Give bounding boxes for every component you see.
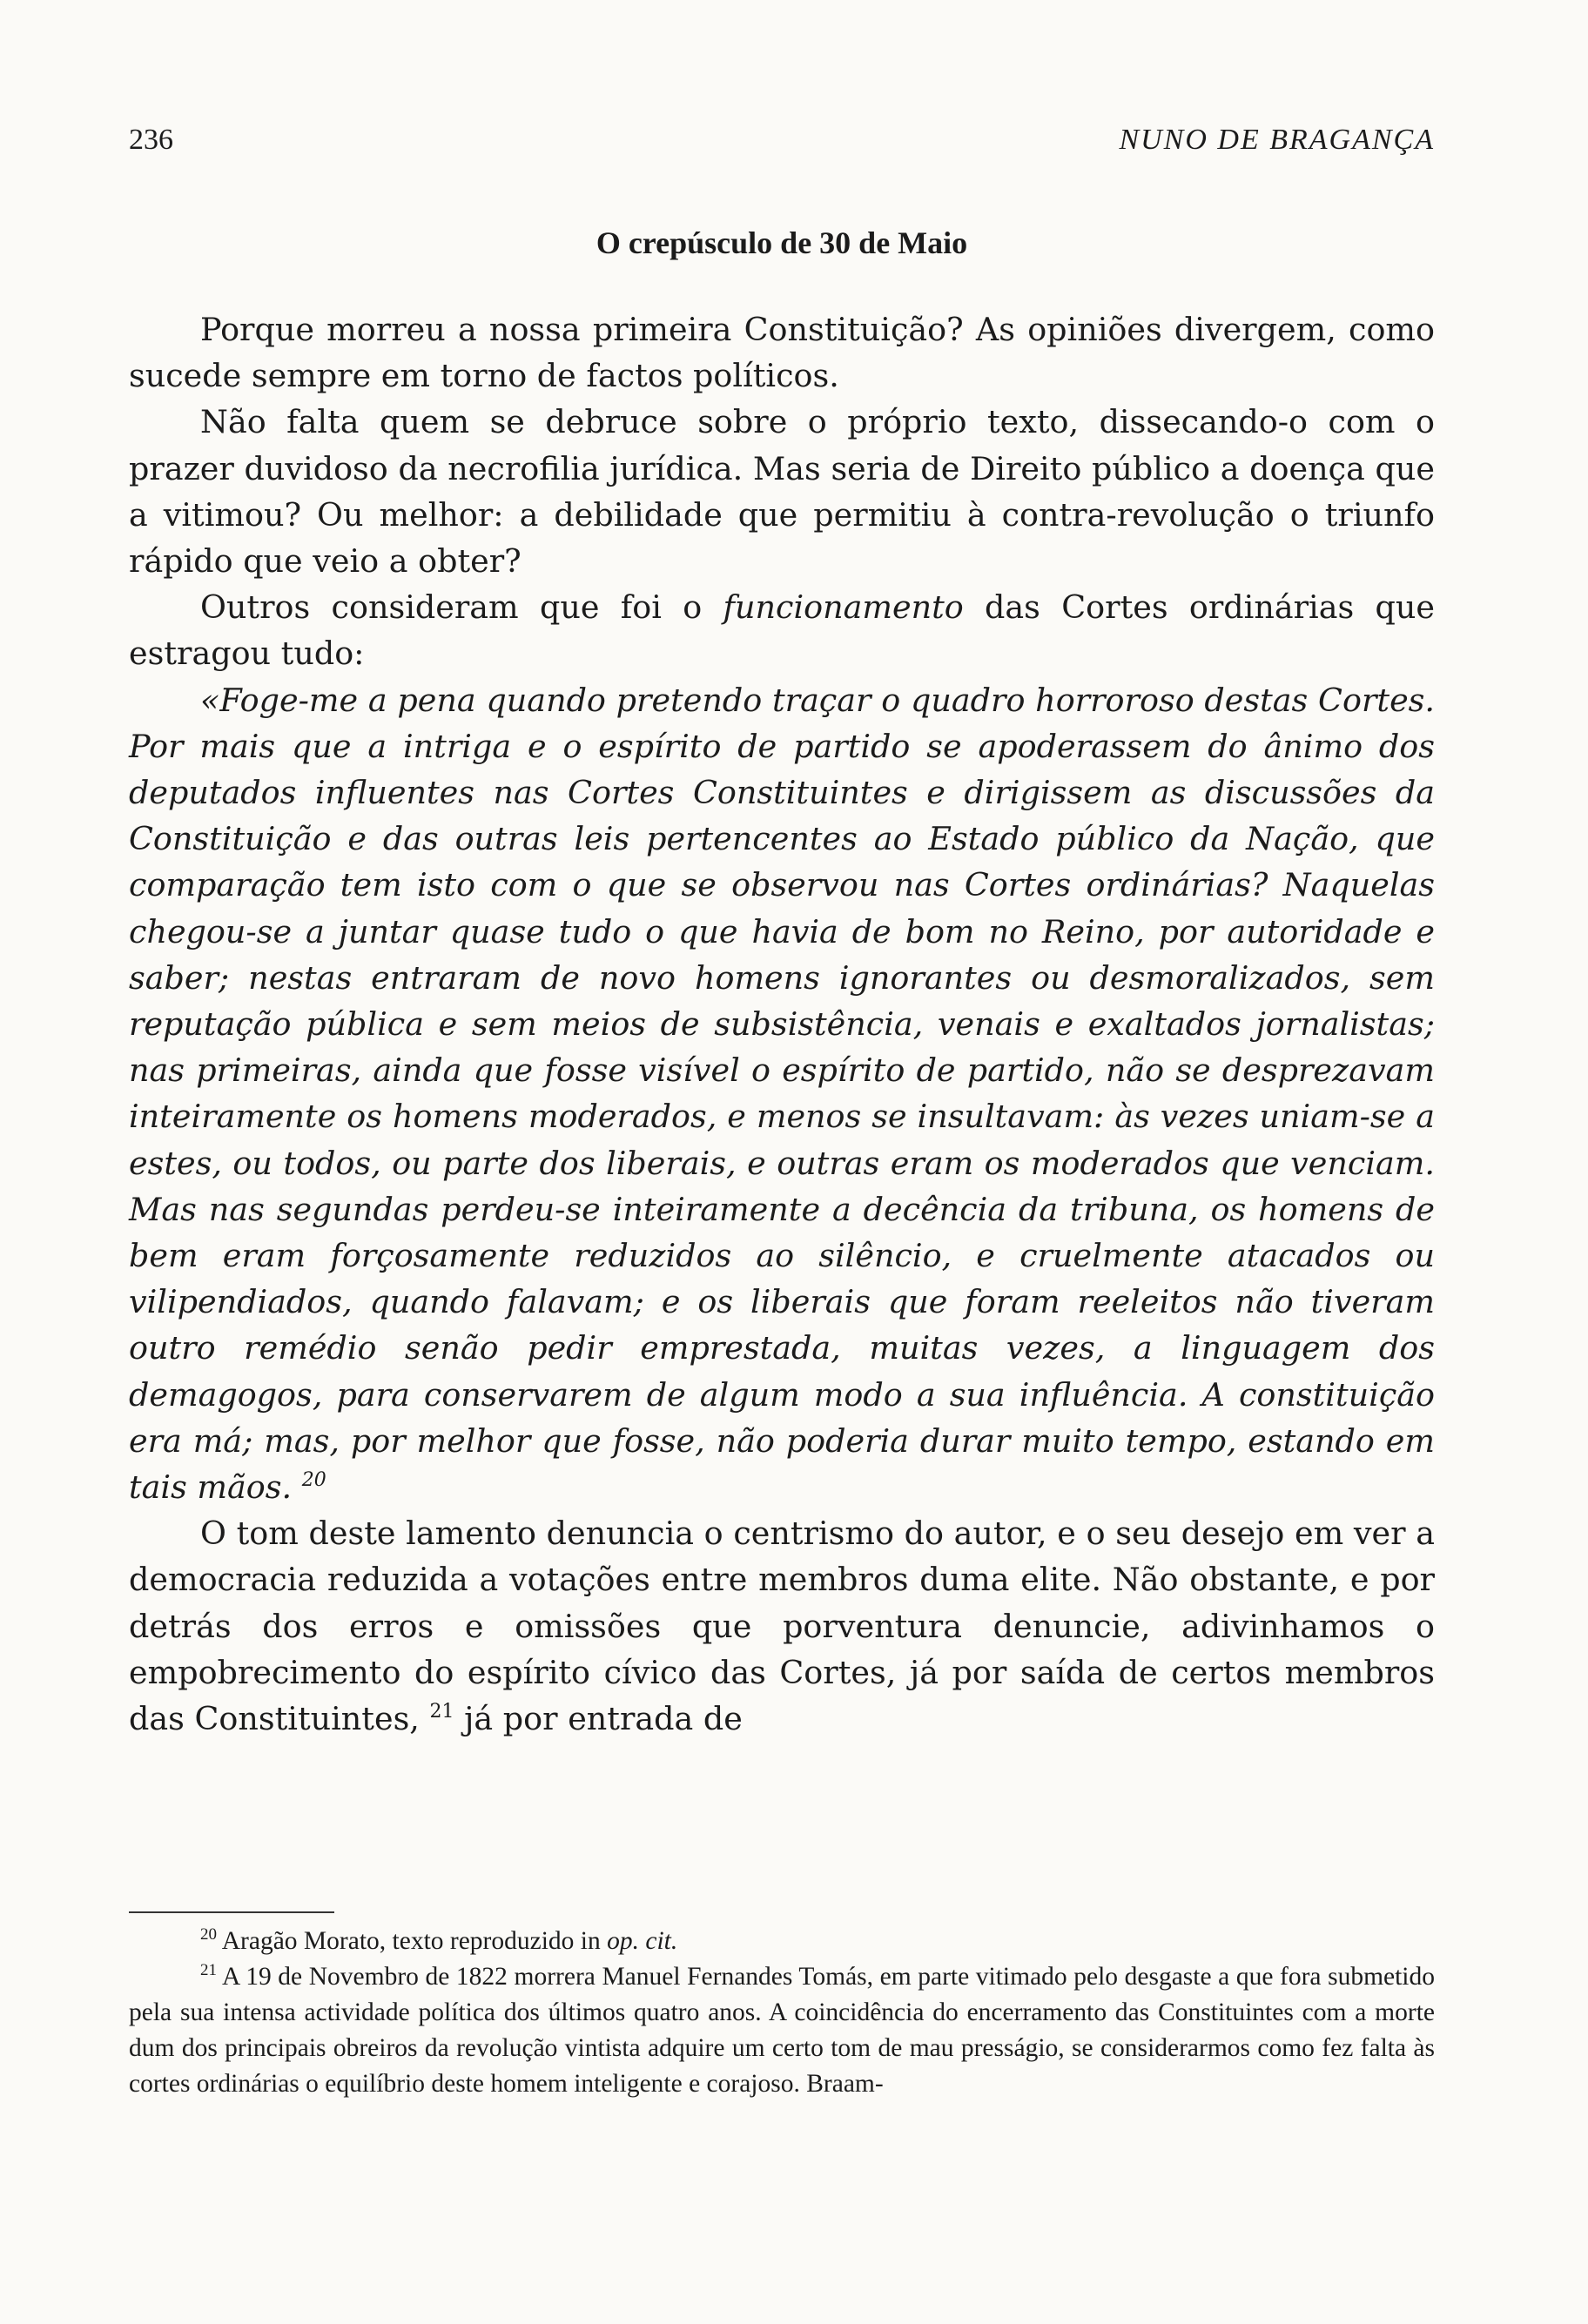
paragraph-3-text-a: Outros consideram que foi o bbox=[200, 588, 723, 627]
footnote-separator bbox=[129, 1911, 334, 1913]
block-quote bbox=[129, 677, 1435, 1511]
footnote-20-emphasis: op. cit. bbox=[607, 1927, 678, 1955]
page-header bbox=[129, 124, 1435, 158]
paragraph-3 bbox=[129, 584, 1435, 676]
body-text bbox=[129, 306, 1435, 1742]
paragraph-4-text-a: O tom deste lamento denuncia o centrismo do autor, e o seu desejo em ver a democracia reduzida a votações entre membros duma elite. Não obstante, e por detrás dos erros e omissões que porventura denuncie, adivinhamos o empobrecimento do espírito cívico das Cortes, já por saída de certos membros das Constituintes, bbox=[129, 1515, 1435, 1738]
footnote-ref-21[interactable]: 21 bbox=[429, 1701, 454, 1723]
paragraph-4-text-b: já por entrada de bbox=[454, 1700, 743, 1738]
quote-text: «Foge-me a pena quando pretendo traçar o quadro horroroso destas Cortes. Por mais que a intriga e o espírito de partido se apoderassem do ânimo dos deputados influentes nas Cortes Constituintes e dirigissem as discussões da Constituição e das outras leis pertencentes ao Estado público da Nação, que comparação tem isto com o que se observou nas Cortes ordinárias? Naquelas chegou-se a juntar quase tudo o que havia de bom no Reino, por autoridade e saber; nestas entraram de novo homens ignorantes ou desmoralizados, sem reputação pública e sem meios de subsistência, venais e exaltados jornalistas; nas primeiras, ainda que fosse visível o espírito de partido, não se desprezavam inteiramente os homens moderados, e menos se insultavam: às vezes uniam-se a estes, ou todos, ou parte dos liberais, e outras eram os moderados que venciam. Mas nas segundas perdeu-se inteiramente a decência da tribuna, os homens de bem eram forçosamente reduzidos ao silêncio, e cruelmente atacados ou vilipendiados, quando falavam; e os liberais que foram reeleitos não tiveram outro remédio senão pedir emprestada, muitas vezes, a linguagem dos demagogos, para conservarem de algum modo a sua influência. A constituição era má; mas, por melhor que fosse, não poderia durar muito tempo, estando em tais mãos. bbox=[129, 681, 1435, 1507]
section-title: O crepúsculo de 30 de Maio bbox=[596, 225, 968, 260]
paragraph-2: Não falta quem se debruce sobre o próprio texto, dissecando-o com o prazer duvidoso da necrofilia jurídica. Mas seria de Direito público a doença que a vitimou? Ou melhor: a debilidade que permitiu à contra-revolução o triunfo rápido que veio a obter? bbox=[129, 403, 1435, 581]
footnote-21-number: 21 bbox=[200, 1961, 217, 1979]
footnote-20-text: Aragão Morato, texto reproduzido in bbox=[217, 1927, 608, 1955]
footnote-21 bbox=[129, 1959, 1435, 2102]
footnote-20-number: 20 bbox=[200, 1925, 217, 1944]
page-number: 236 bbox=[129, 124, 173, 156]
paragraph-3-emphasis: funcionamento bbox=[723, 588, 964, 627]
footnotes bbox=[129, 1924, 1435, 2102]
running-head: NUNO DE BRAGANÇA bbox=[1119, 124, 1435, 156]
footnote-ref-20[interactable]: 20 bbox=[301, 1469, 326, 1492]
footnote-21-text: A 19 de Novembro de 1822 morrera Manuel Fernandes Tomás, em parte vitimado pelo desgaste a que fora submetido pela sua intensa actividade política dos últimos quatro anos. A coincidência do encerramento das Constituintes com a morte dum dos principais obreiros da revolução vintista adquire um certo tom de mau presságio, se considerarmos como fez falta às cortes ordinárias o equilíbrio deste homem inteligente e corajoso. Braam- bbox=[129, 1963, 1435, 2098]
paragraph-3-text-b: das Cortes ordinárias que estragou tudo: bbox=[129, 588, 1435, 673]
paragraph-4 bbox=[129, 1510, 1435, 1742]
footnote-20 bbox=[129, 1924, 1435, 1959]
paragraph-1: Porque morreu a nossa primeira Constituição? As opiniões divergem, como sucede sempre em torno de factos políticos. bbox=[129, 311, 1435, 395]
